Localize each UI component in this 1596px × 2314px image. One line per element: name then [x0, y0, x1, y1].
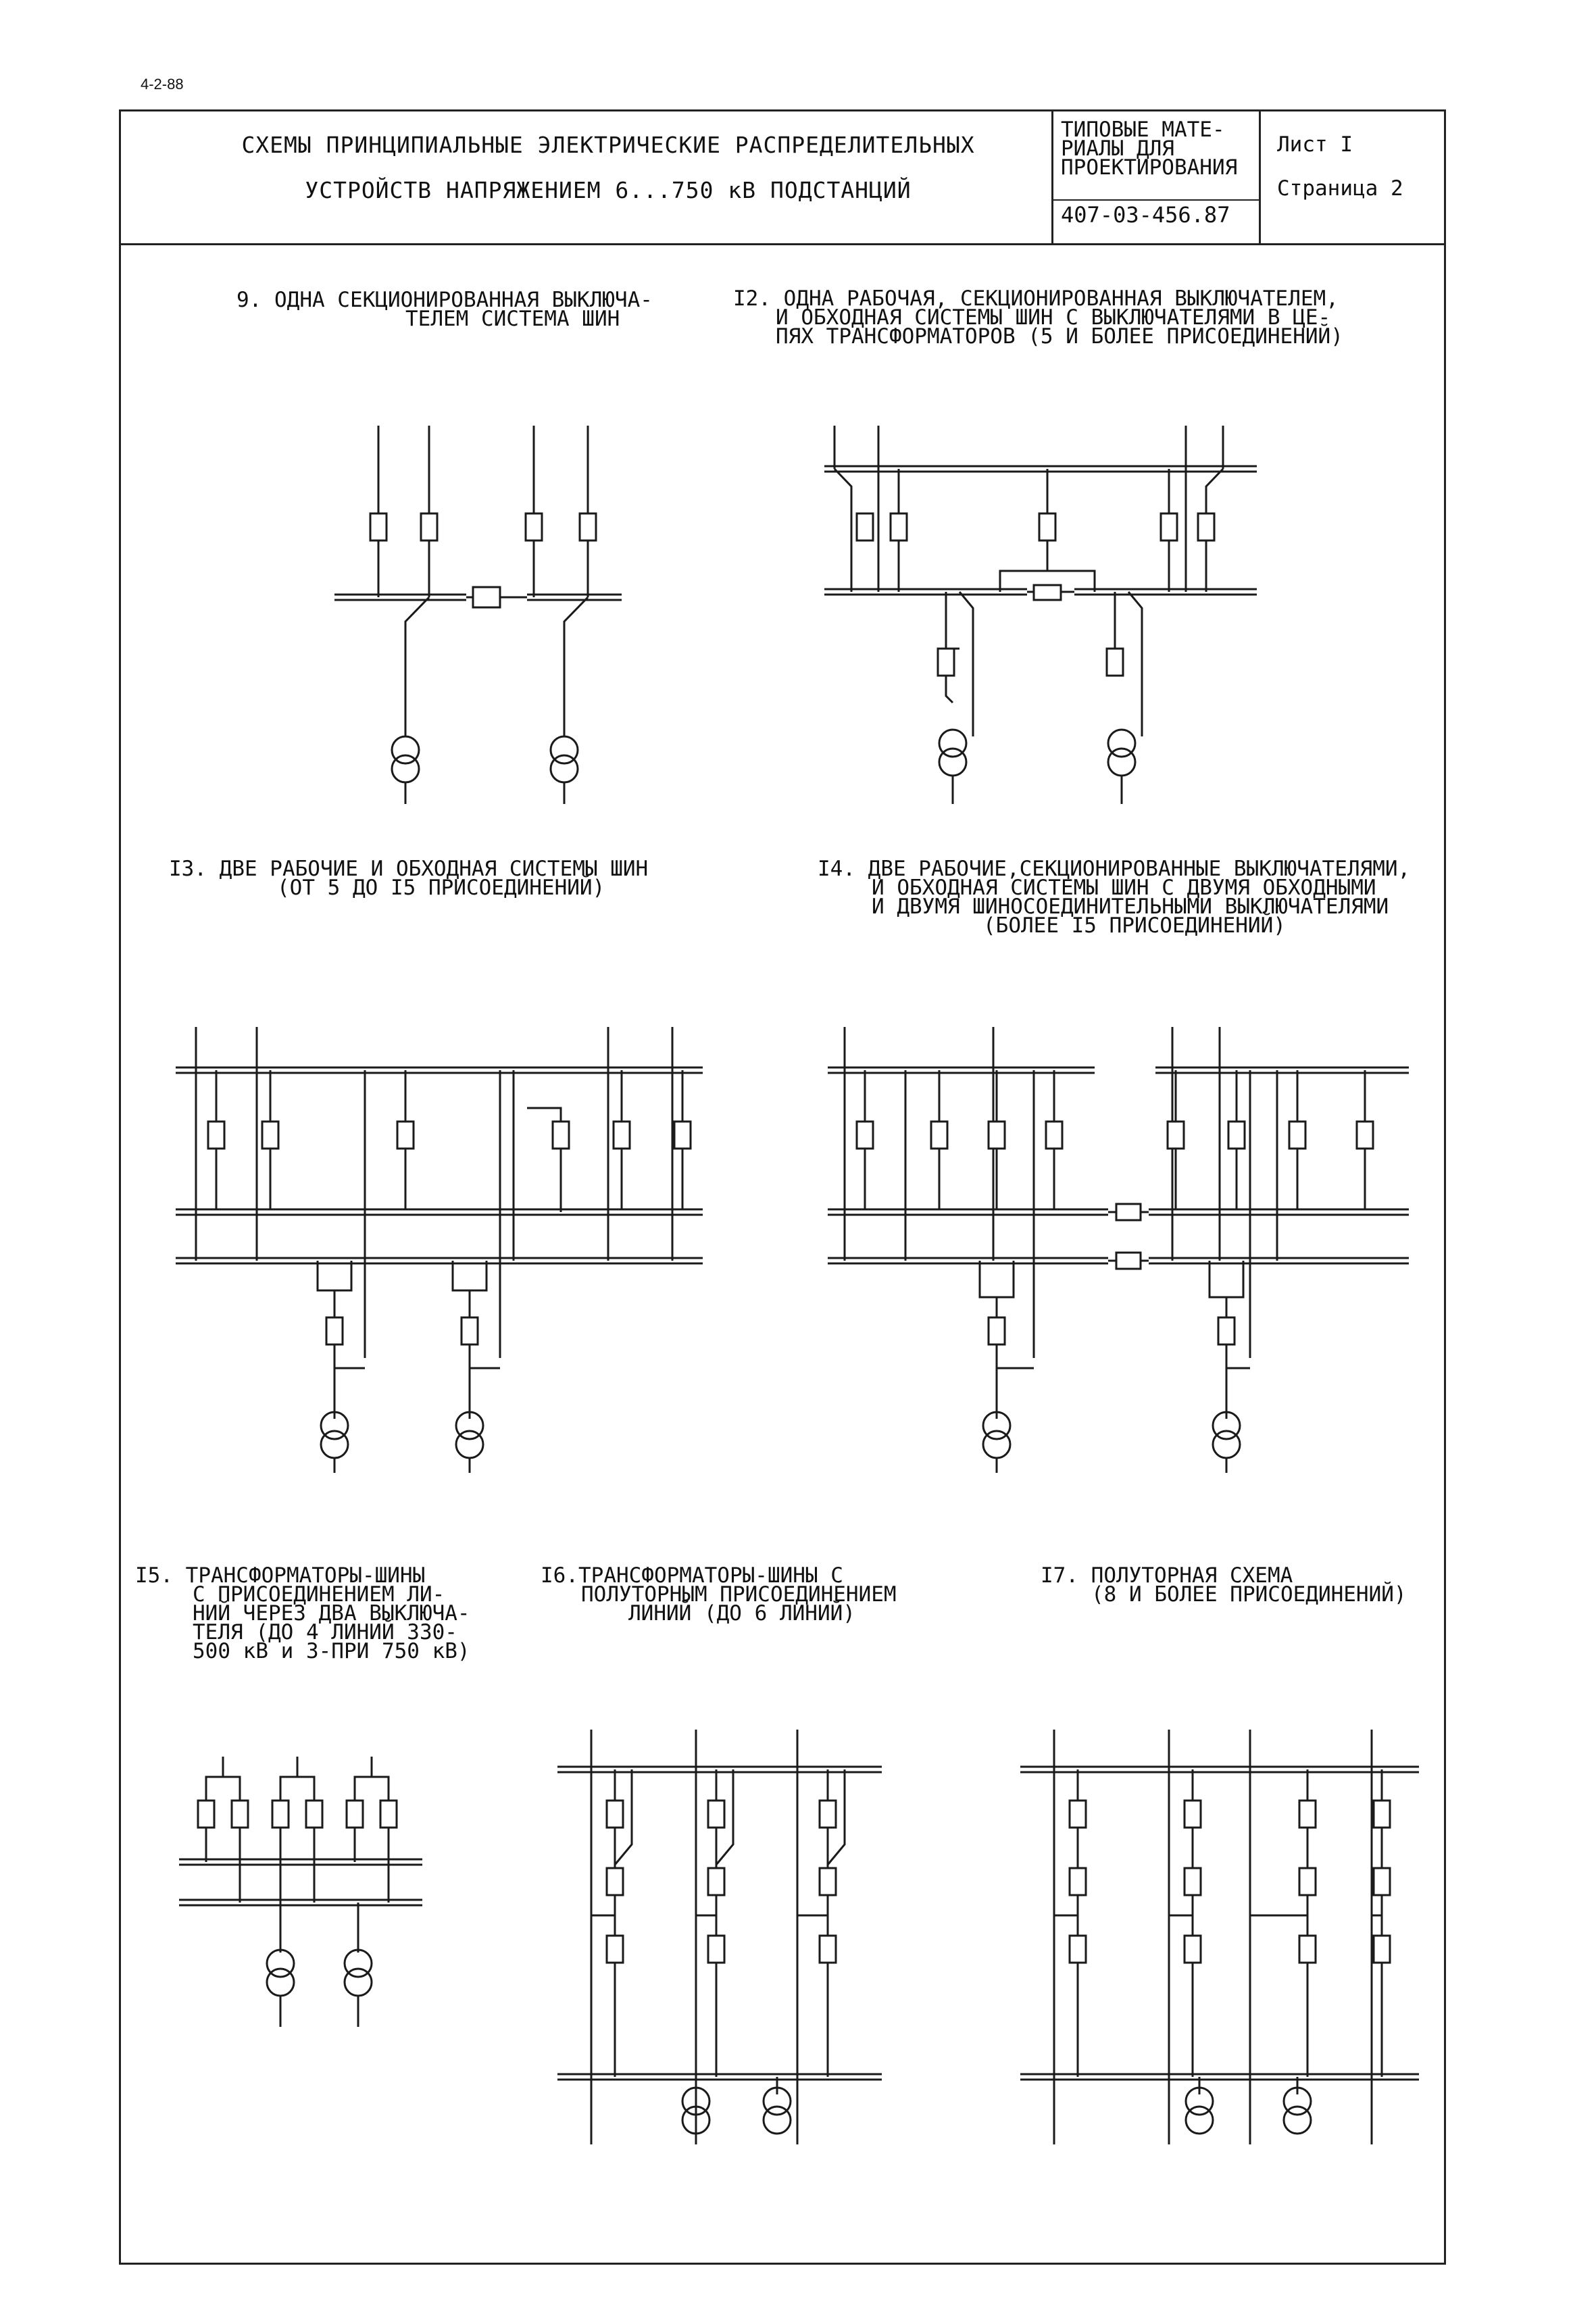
scheme-13-caption-2: (ОТ 5 ДО I5 ПРИСОЕДИНЕНИЙ)	[277, 876, 605, 900]
transformer-feeders	[318, 1261, 500, 1473]
working-bus-1	[176, 1209, 703, 1215]
bypass-bus	[824, 466, 1257, 472]
transformers	[682, 2077, 791, 2134]
feeders	[845, 1027, 1373, 1358]
transformers	[1186, 2077, 1311, 2134]
top-bus	[1020, 1767, 1419, 1772]
scheme-9-diagram	[334, 426, 622, 804]
scheme-12-caption-1: I2. ОДНА РАБОЧАЯ, СЕКЦИОНИРОВАННАЯ ВЫКЛЮЧАТЕЛЕМ,	[733, 286, 1339, 311]
working-bus-left	[824, 589, 1027, 595]
scheme-15-caption-1: I5. ТРАНСФОРМАТОРЫ-ШИНЫ	[135, 1563, 426, 1588]
page-number: Страница 2	[1277, 176, 1403, 201]
scheme-14-caption-4: (БОЛЕЕ I5 ПРИСОЕДИНЕНИЙ)	[983, 913, 1286, 938]
document-code: 4-2-88	[141, 76, 184, 93]
scheme-14-caption-2: И ОБХОДНАЯ СИСТЕМЫ ШИН С ДВУМЯ ОБХОДНЫМИ	[872, 876, 1376, 900]
bus-1	[179, 1859, 422, 1865]
scheme-16-caption-3: ЛИНИЙ (ДО 6 ЛИНИЙ)	[628, 1601, 855, 1626]
scheme-15-caption-4: ТЕЛЯ (ДО 4 ЛИНИЙ 330-	[193, 1620, 457, 1644]
transformers	[267, 1862, 372, 2027]
transformer-feeders	[938, 592, 1142, 804]
transformer-feeders	[392, 597, 588, 804]
scheme-14-caption-3: И ДВУМЯ ШИНОСОЕДИНИТЕЛЬНЫМИ ВЫКЛЮЧАТЕЛЯМИ	[872, 895, 1389, 919]
series-code: 407-03-456.87	[1061, 202, 1230, 228]
bus-section-left	[334, 595, 466, 600]
working-bus-right	[1074, 589, 1257, 595]
scheme-12-caption-3: ПЯХ ТРАНСФОРМАТОРОВ (5 И БОЛЕЕ ПРИСОЕДИНЕНИЙ)	[776, 324, 1343, 349]
scheme-16-caption-2: ПОЛУТОРНЫМ ПРИСОЕДИНЕНИЕМ	[581, 1582, 897, 1607]
scheme-15-diagram	[179, 1757, 422, 2027]
top-bus	[557, 1767, 882, 1772]
sectional-breaker-1	[1116, 1204, 1141, 1220]
scheme-9-caption-1: 9. ОДНА СЕКЦИОНИРОВАННАЯ ВЫКЛЮЧА-	[236, 288, 653, 312]
scheme-16-caption-1: I6.ТРАНСФОРМАТОРЫ-ШИНЫ С	[541, 1563, 843, 1588]
scheme-17-caption-1: I7. ПОЛУТОРНАЯ СХЕМА	[1041, 1563, 1293, 1588]
scheme-15-caption-2: С ПРИСОЕДИНЕНИЕМ ЛИ-	[193, 1582, 445, 1607]
drawing-title-line-2: УСТРОЙСТВ НАПРЯЖЕНИЕМ 6...750 кВ ПОДСТАНЦИЙ	[305, 177, 912, 203]
scheme-12-diagram	[824, 426, 1257, 804]
transformer-feeders	[980, 1261, 1250, 1473]
series-line-1: ТИПОВЫЕ МАТЕ-	[1061, 118, 1225, 142]
series-line-3: ПРОЕКТИРОВАНИЯ	[1061, 155, 1238, 180]
line-feeders	[370, 426, 596, 597]
scheme-15-caption-3: НИЙ ЧЕРЕЗ ДВА ВЫКЛЮЧА-	[193, 1601, 470, 1626]
working-bus-2	[176, 1258, 703, 1263]
feeders	[196, 1027, 691, 1358]
bus-section-right	[527, 595, 622, 600]
drawing-title-line-1: СХЕМЫ ПРИНЦИПИАЛЬНЫЕ ЭЛЕКТРИЧЕСКИЕ РАСПРЕДЕЛИТЕЛЬНЫХ	[241, 132, 975, 158]
bottom-bus	[557, 2074, 882, 2080]
scheme-15-caption-5: 500 кВ и 3-ПРИ 750 кВ)	[193, 1639, 470, 1663]
sheet-number: Лист I	[1277, 132, 1353, 157]
chains	[1054, 1730, 1390, 2144]
line-feeders	[834, 426, 1223, 592]
chains	[591, 1730, 845, 2144]
bypass-bus-right	[1155, 1067, 1409, 1073]
scheme-16-diagram	[557, 1730, 882, 2144]
scheme-14-diagram	[828, 1027, 1409, 1473]
sectional-breaker-2	[1116, 1253, 1141, 1269]
scheme-14-caption-1: I4. ДВЕ РАБОЧИЕ,СЕКЦИОНИРОВАННЫЕ ВЫКЛЮЧАТЕЛЯМИ,	[818, 857, 1411, 881]
scheme-12-caption-2: И ОБХОДНАЯ СИСТЕМЫ ШИН С ВЫКЛЮЧАТЕЛЯМИ В ЦЕ-	[776, 305, 1331, 330]
sectional-breaker	[1034, 585, 1061, 600]
bus-2	[179, 1900, 422, 1905]
scheme-13-diagram	[176, 1027, 703, 1473]
bottom-bus	[1020, 2074, 1419, 2080]
scheme-13-caption-1: I3. ДВЕ РАБОЧИЕ И ОБХОДНАЯ СИСТЕМЫ ШИН	[169, 857, 649, 881]
series-line-2: РИАЛЫ ДЛЯ	[1061, 136, 1174, 161]
scheme-9-caption-2: ТЕЛЕМ СИСТЕМА ШИН	[405, 307, 620, 331]
bypass-bus	[176, 1067, 703, 1073]
line-feeders	[198, 1757, 397, 1903]
scheme-17-caption-2: (8 И БОЛЕЕ ПРИСОЕДИНЕНИЙ)	[1091, 1582, 1407, 1607]
sectional-breaker	[473, 587, 500, 607]
scheme-17-diagram	[1020, 1730, 1419, 2144]
